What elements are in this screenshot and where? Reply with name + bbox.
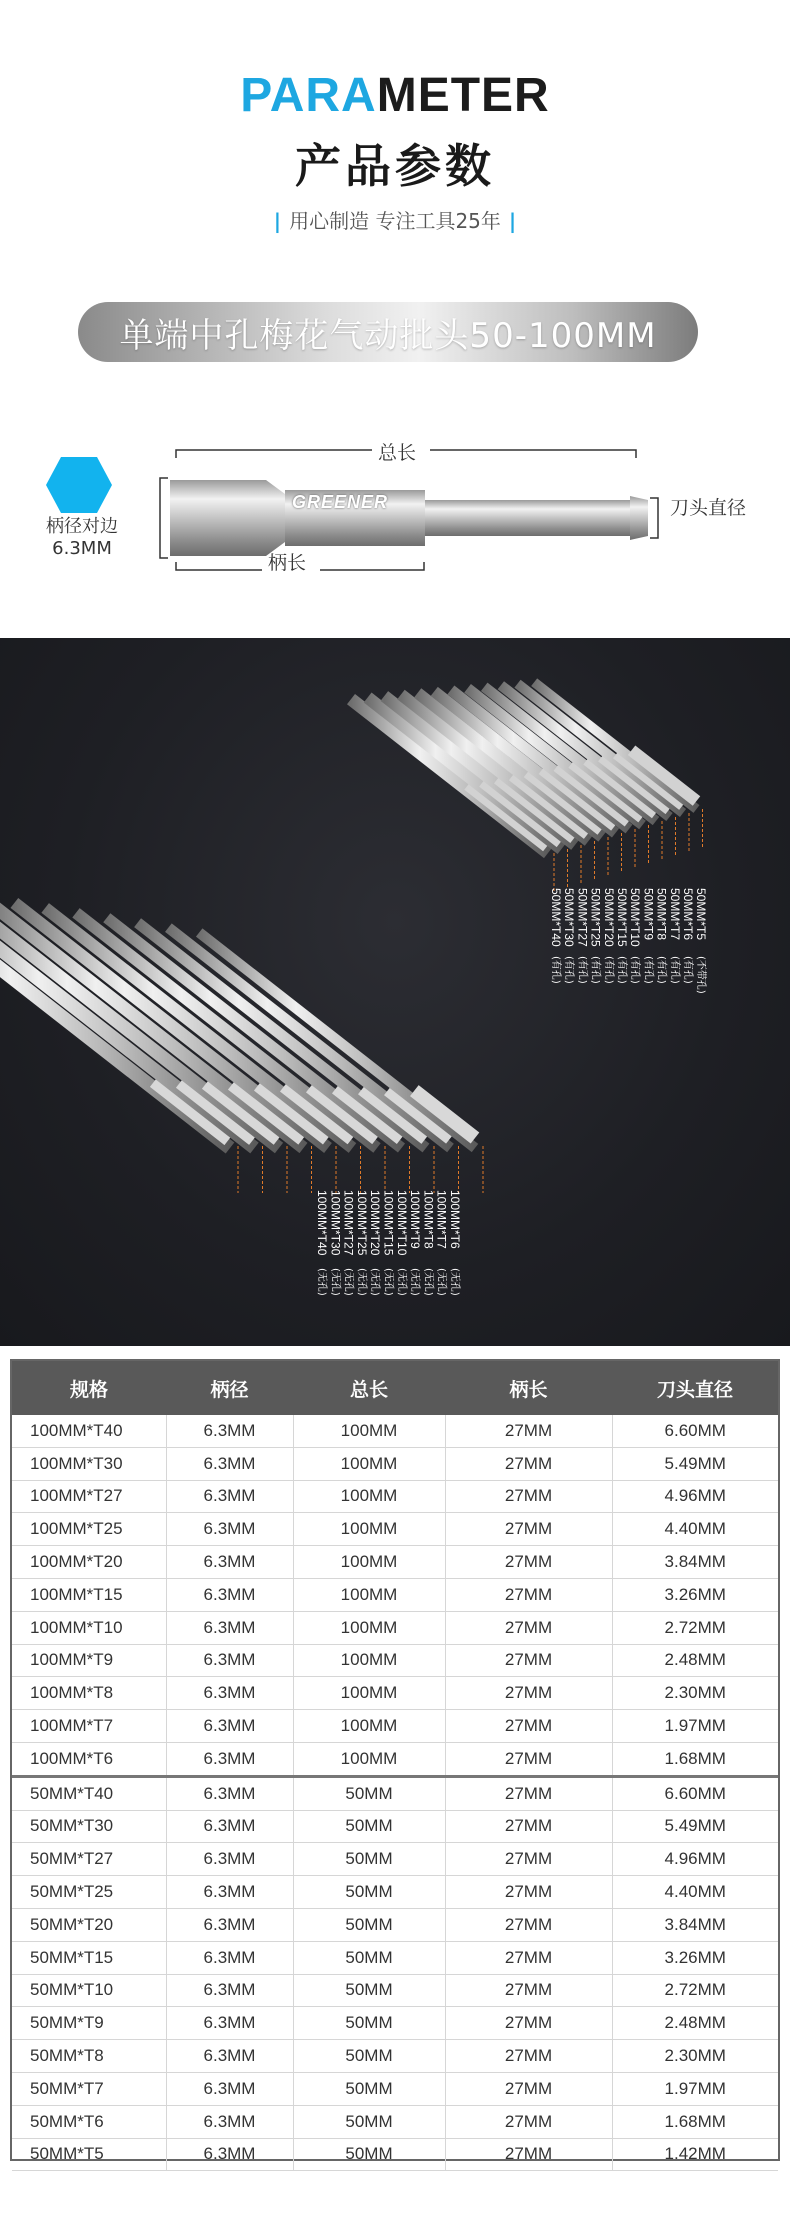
photo-label-50mm-note: (有孔) [589,956,601,984]
table-cell: 6.3MM [166,2007,293,2040]
table-cell: 27MM [445,1810,612,1843]
table-cell: 27MM [445,2040,612,2073]
table-cell: 27MM [445,1611,612,1644]
table-cell: 6.3MM [166,1810,293,1843]
photo-label-100mm-note: (无孔) [382,1268,394,1296]
table-cell: 3.26MM [612,1578,778,1611]
table-cell: 100MM [293,1513,445,1546]
photo-label-50mm: 50MM*T40 [549,888,563,947]
table-cell: 100MM*T9 [12,1644,166,1677]
photo-label-50mm-note: (有孔) [563,956,575,984]
table-cell: 27MM [445,1578,612,1611]
table-cell: 6.3MM [166,1908,293,1941]
table-cell: 100MM [293,1677,445,1710]
table-row [12,1644,778,1677]
table-cell: 27MM [445,1908,612,1941]
table-cell: 50MM*T5 [12,2138,166,2171]
photo-label-50mm-note: (有孔) [550,956,561,984]
table-cell: 100MM*T30 [12,1447,166,1480]
table-cell: 27MM [445,2072,612,2105]
table-cell: 50MM*T6 [12,2105,166,2138]
title-english [0,68,790,123]
photo-label-50mm: 50MM*T15 [615,888,629,947]
table-body [12,1415,778,2171]
photo-label-50mm-note: (有孔) [602,956,614,984]
table-cell: 5.49MM [612,1447,778,1480]
photo-label-50mm: 50MM*T30 [562,888,577,947]
table-cell: 50MM*T10 [12,1974,166,2007]
table-cell: 100MM*T10 [12,1611,166,1644]
table-cell: 50MM [293,1974,445,2007]
table-cell: 2.72MM [612,1974,778,2007]
table-cell: 4.40MM [612,1513,778,1546]
table-cell: 100MM*T40 [12,1415,166,1447]
table-cell: 1.42MM [612,2138,778,2171]
table-cell: 50MM [293,2040,445,2073]
table-row [12,1742,778,1776]
photo-label-50mm-note: (不带孔) [695,956,707,994]
table-cell: 6.3MM [166,1611,293,1644]
table-cell: 50MM [293,1908,445,1941]
table-cell: 6.3MM [166,1677,293,1710]
photo-label-100mm: 100MM*T27 [341,1190,356,1256]
table-cell: 27MM [445,1876,612,1909]
table-cell: 100MM*T7 [12,1710,166,1743]
photo-label-100mm: 100MM*T6 [448,1190,462,1249]
table-cell: 100MM [293,1611,445,1644]
table-cell: 50MM [293,2072,445,2105]
table-cell: 100MM*T27 [12,1480,166,1513]
bit-torx-tip [630,496,648,540]
table-cell: 50MM*T15 [12,1941,166,1974]
title-rest: METER [376,69,550,122]
table-cell: 6.3MM [166,1644,293,1677]
product-name: 单端中孔梅花气动批头50-100MM [119,315,657,356]
title-chinese: 产品参数 [295,139,495,193]
table-cell: 6.3MM [166,1876,293,1909]
table-cell: 100MM [293,1480,445,1513]
col-total-length: 总长 [293,1361,445,1415]
table-cell: 6.3MM [166,1941,293,1974]
photo-label-100mm-note: (无孔) [435,1268,447,1296]
table-cell: 2.30MM [612,1677,778,1710]
photo-label-100mm: 100MM*T15 [381,1190,396,1256]
table-cell: 100MM*T25 [12,1513,166,1546]
table-cell: 2.48MM [612,1644,778,1677]
hex-label-value: 6.3MM [52,538,112,559]
photo-label-50mm: 50MM*T6 [681,888,695,941]
photo-label-50mm: 50MM*T10 [628,888,643,947]
table-cell: 27MM [445,1644,612,1677]
photo-label-50mm: 50MM*T27 [575,888,590,947]
photo-label-50mm: 50MM*T25 [588,888,603,947]
table-row [12,1415,778,1447]
table-cell: 27MM [445,1546,612,1579]
table-row [12,1611,778,1644]
photo-label-100mm: 100MM*T20 [368,1190,383,1256]
table-row [12,1480,778,1513]
table-cell: 6.3MM [166,2105,293,2138]
table-cell: 5.49MM [612,1810,778,1843]
photo-label-50mm-note: (有孔) [616,956,627,984]
table-cell: 27MM [445,1974,612,2007]
photo-label-100mm-note: (无孔) [355,1268,367,1296]
photo-label-100mm: 100MM*T9 [408,1190,423,1249]
table-cell: 2.72MM [612,1611,778,1644]
slogan [0,205,790,234]
bit-groove [266,480,285,556]
table-cell: 6.3MM [166,1710,293,1743]
table-row [12,1710,778,1743]
photo-label-100mm-note: (无孔) [329,1268,341,1296]
table-cell: 50MM*T30 [12,1810,166,1843]
bits-illustration [0,638,790,1346]
table-cell: 50MM [293,2138,445,2171]
table-cell: 50MM [293,1810,445,1843]
table-cell: 27MM [445,1677,612,1710]
table-row [12,1843,778,1876]
table-cell: 6.3MM [166,1776,293,1810]
table-cell: 100MM [293,1447,445,1480]
photo-label-50mm-note: (有孔) [576,956,588,984]
table-cell: 6.3MM [166,1742,293,1776]
table-cell: 4.40MM [612,1876,778,1909]
table-cell: 100MM [293,1578,445,1611]
table-cell: 27MM [445,1710,612,1743]
table-cell: 27MM [445,2138,612,2171]
brand-logo: GREENER [292,492,389,512]
photo-label-50mm: 50MM*T9 [641,888,656,941]
photo-label-50mm-note: (有孔) [655,956,667,984]
table-cell: 27MM [445,1513,612,1546]
tip-diameter-label: 刀头直径 [670,497,747,519]
table-cell: 100MM [293,1546,445,1579]
table-cell: 6.60MM [612,1415,778,1447]
photo-label-50mm-note: (有孔) [682,956,693,984]
table-cell: 50MM*T40 [12,1776,166,1810]
slogan-bar-left: | [273,209,282,233]
product-photo [0,638,790,1346]
table-cell: 27MM [445,1776,612,1810]
table-cell: 100MM*T15 [12,1578,166,1611]
table-row [12,2138,778,2171]
bit-hex-end [170,480,266,556]
table-cell: 50MM*T20 [12,1908,166,1941]
table-cell: 1.97MM [612,1710,778,1743]
photo-label-100mm-note: (无孔) [422,1268,434,1296]
table-cell: 27MM [445,1447,612,1480]
col-shank-diameter: 柄径 [166,1361,293,1415]
table-row [12,1908,778,1941]
table-row [12,1974,778,2007]
photo-label-50mm: 50MM*T20 [601,888,616,947]
table-cell: 6.3MM [166,2072,293,2105]
table-cell: 50MM [293,1843,445,1876]
title-accent: PARA [240,69,377,122]
table-row [12,1876,778,1909]
table-cell: 27MM [445,1742,612,1776]
table-cell: 27MM [445,1941,612,1974]
photo-label-100mm-note: (无孔) [342,1268,354,1296]
table-cell: 2.30MM [612,2040,778,2073]
col-spec: 规格 [12,1361,166,1415]
table-row [12,1776,778,1810]
photo-label-100mm-note: (无孔) [449,1268,460,1296]
table-cell: 50MM [293,2105,445,2138]
photo-label-50mm-note: (有孔) [629,956,641,984]
total-length-label: 总长 [378,442,417,464]
table-cell: 50MM*T8 [12,2040,166,2073]
table-row [12,1578,778,1611]
table-row [12,1546,778,1579]
table-cell: 50MM*T27 [12,1843,166,1876]
photo-label-100mm: 100MM*T30 [328,1190,343,1256]
table-cell: 100MM*T20 [12,1546,166,1579]
table-cell: 27MM [445,2007,612,2040]
table-cell: 3.84MM [612,1908,778,1941]
photo-label-100mm: 100MM*T25 [354,1190,369,1256]
table-cell: 2.48MM [612,2007,778,2040]
table-cell: 4.96MM [612,1843,778,1876]
table-cell: 50MM [293,2007,445,2040]
table-cell: 100MM [293,1710,445,1743]
table-cell: 100MM [293,1644,445,1677]
slogan-text: 用心制造 专注工具25年 [289,209,501,233]
table-cell: 50MM [293,1776,445,1810]
table-header-row [12,1361,778,1415]
table-row [12,2105,778,2138]
table-cell: 27MM [445,1843,612,1876]
table-row [12,1810,778,1843]
spec-table [12,1361,778,2171]
photo-label-100mm-note: (无孔) [395,1268,407,1296]
photo-label-100mm-note: (无孔) [409,1268,421,1296]
col-tip-diameter: 刀头直径 [612,1361,778,1415]
table-cell: 100MM [293,1742,445,1776]
table-cell: 50MM*T25 [12,1876,166,1909]
photo-label-100mm: 100MM*T40 [315,1190,329,1256]
table-cell: 6.3MM [166,1578,293,1611]
photo-label-100mm: 100MM*T10 [394,1190,409,1256]
table-cell: 1.97MM [612,2072,778,2105]
table-cell: 1.68MM [612,1742,778,1776]
table-row [12,1513,778,1546]
table-cell: 27MM [445,1480,612,1513]
table-row [12,1447,778,1480]
table-cell: 27MM [445,2105,612,2138]
table-row [12,1941,778,1974]
table-cell: 6.3MM [166,1546,293,1579]
table-cell: 50MM [293,1941,445,1974]
table-row [12,1677,778,1710]
table-cell: 50MM*T9 [12,2007,166,2040]
table-row [12,2040,778,2073]
table-row [12,2007,778,2040]
table-cell: 100MM*T8 [12,1677,166,1710]
col-shank-length: 柄长 [445,1361,612,1415]
photo-label-100mm: 100MM*T7 [434,1190,449,1249]
tip-diameter-bracket [650,498,658,538]
table-cell: 100MM*T6 [12,1742,166,1776]
slogan-bar-right: | [508,209,517,233]
photo-label-50mm-note: (有孔) [668,956,680,984]
table-cell: 3.84MM [612,1546,778,1579]
hex-side-bracket [160,478,168,558]
table-row [12,2072,778,2105]
table-cell: 6.3MM [166,1513,293,1546]
table-cell: 27MM [445,1415,612,1447]
table-cell: 6.3MM [166,1415,293,1447]
photo-label-100mm: 100MM*T8 [421,1190,436,1249]
table-cell: 6.3MM [166,1480,293,1513]
photo-label-50mm: 50MM*T5 [694,888,709,941]
photo-label-50mm-note: (有孔) [642,956,654,984]
photo-label-100mm-note: (无孔) [369,1268,381,1296]
hex-label-name: 柄径对边 [46,516,118,537]
photo-label-50mm: 50MM*T7 [667,888,682,941]
table-cell: 6.60MM [612,1776,778,1810]
table-cell: 3.26MM [612,1941,778,1974]
photo-label-100mm-note: (无孔) [316,1268,327,1296]
shank-length-label: 柄长 [268,552,307,574]
table-cell: 1.68MM [612,2105,778,2138]
bit-shaft [425,500,630,536]
table-cell: 6.3MM [166,2040,293,2073]
photo-label-50mm: 50MM*T8 [654,888,669,941]
table-cell: 6.3MM [166,1843,293,1876]
table-cell: 6.3MM [166,1974,293,2007]
product-name-banner [78,302,698,362]
table-cell: 50MM [293,1876,445,1909]
table-cell: 100MM [293,1415,445,1447]
table-cell: 6.3MM [166,1447,293,1480]
table-cell: 6.3MM [166,2138,293,2171]
table-cell: 4.96MM [612,1480,778,1513]
table-cell: 50MM*T7 [12,2072,166,2105]
